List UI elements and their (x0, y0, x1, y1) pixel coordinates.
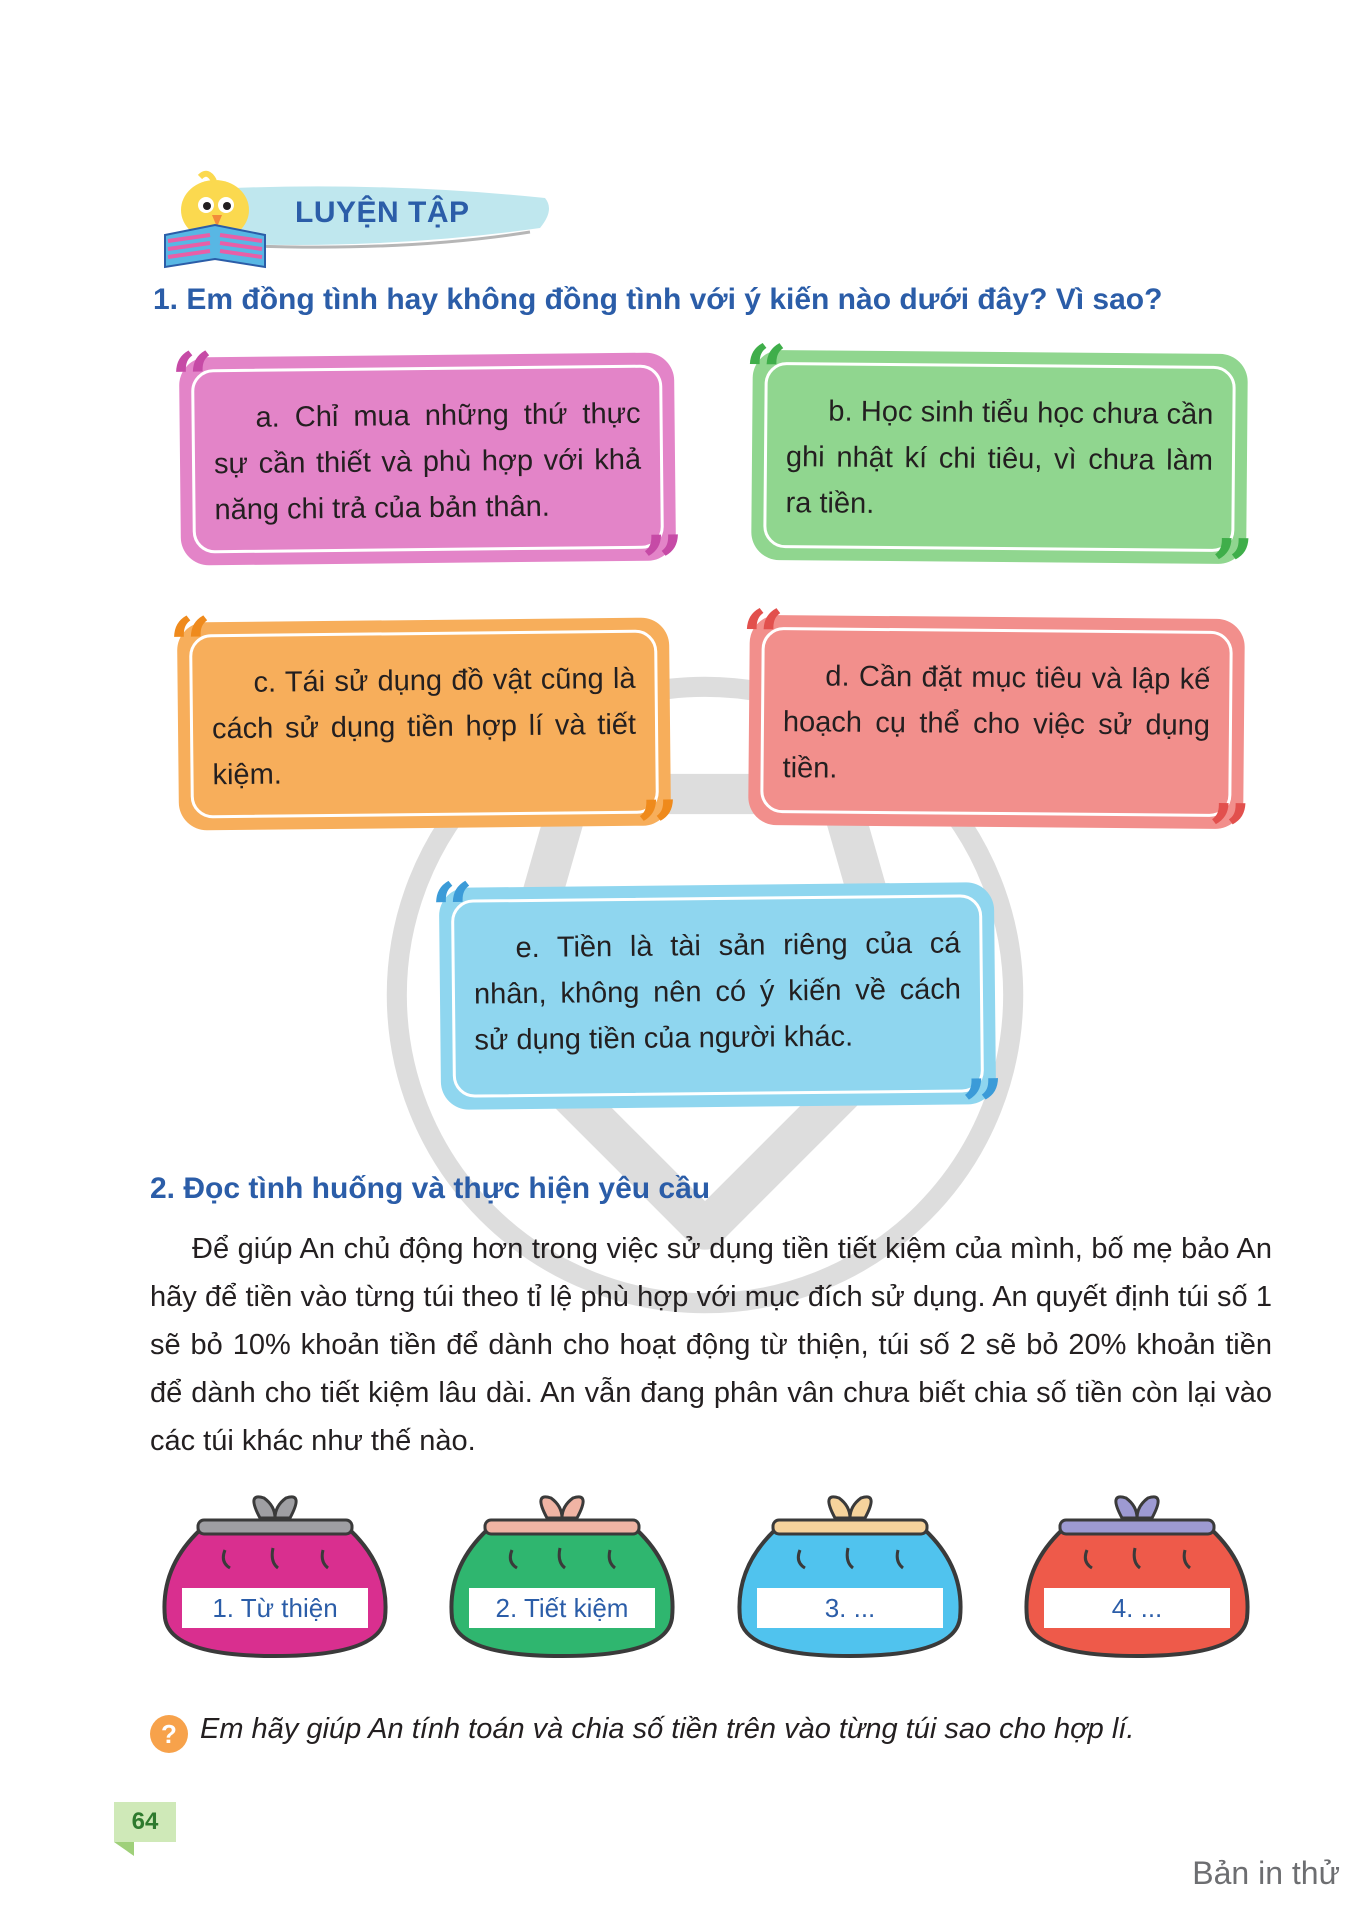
purse (160, 1488, 390, 1663)
page-number-tab (114, 1842, 134, 1856)
opinion-card (430, 867, 1005, 1151)
close-quote-icon: ” (636, 785, 680, 872)
purse (735, 1488, 965, 1663)
purse-icon (1022, 1488, 1252, 1663)
close-quote-icon: ” (641, 520, 685, 607)
opinion-card (741, 594, 1252, 876)
exercise-1-title: 1. Em đồng tình hay không đồng tình với ý kiến nào dưới đây? Vì sao? (153, 283, 1163, 316)
purse (447, 1488, 677, 1663)
open-quote-icon: “ (168, 602, 213, 689)
exercise-2-title: 2. Đọc tình huống và thực hiện yêu cầu (150, 1172, 711, 1205)
purse-icon (735, 1488, 965, 1663)
draft-label: Bản in thử (1192, 1855, 1340, 1891)
section-label: LUYỆN TẬP (295, 196, 470, 229)
purse-label: 4. ... (1044, 1588, 1230, 1628)
opinion-text: a. Chỉ mua những thứ thực sự cần thiết và phù hợp với khả năng chi trả của bản thân. (213, 397, 642, 527)
purse-label: 2. Tiết kiệm (469, 1588, 655, 1628)
purse-icon (160, 1488, 390, 1663)
open-quote-icon: “ (170, 337, 215, 424)
hint-text: Em hãy giúp An tính toán và chia số tiền trên vào từng túi sao cho hợp lí. (200, 1713, 1135, 1745)
purse-label: 3. ... (757, 1588, 943, 1628)
question-mark-icon: ? (150, 1715, 188, 1753)
open-quote-icon: “ (744, 329, 788, 417)
opinion-text: d. Cần đặt mục tiêu và lập kế hoạch cụ thể cho việc sử dụng tiền. (782, 660, 1211, 785)
purse (1022, 1488, 1252, 1663)
open-quote-icon: “ (741, 594, 785, 682)
opinion-card (744, 329, 1255, 611)
opinion-card (168, 602, 680, 872)
opinion-text: b. Học sinh tiểu học chưa cần ghi nhật kí chi tiêu, vì chưa làm ra tiền. (785, 395, 1214, 520)
close-quote-icon: ” (961, 1064, 1005, 1151)
purse-icon (447, 1488, 677, 1663)
situation-paragraph: Để giúp An chủ động hơn trong việc sử dụng tiền tiết kiệm của mình, bố mẹ bảo An hãy để tiền vào từng túi theo tỉ lệ phù hợp với mục đích sử dụng. An quyết định túi số 1 sẽ bỏ 10% khoản tiền để dành cho hoạt động từ thiện, túi số 2 sẽ bỏ 20% khoản tiền để dành cho tiết kiệm lâu dài. An vẫn đang phân vân chưa biết chia số tiền còn lại vào các túi khác như thế nào. (150, 1233, 1272, 1457)
page-number: 64 (114, 1802, 176, 1842)
opinion-card (170, 337, 685, 607)
close-quote-icon: ” (1208, 788, 1252, 876)
open-quote-icon: “ (430, 867, 475, 954)
opinion-text: c. Tái sử dụng đồ vật cũng là cách sử dụng tiền hợp lí và tiết kiệm. (211, 662, 637, 792)
bird-reading-book-icon (160, 155, 275, 275)
close-quote-icon: ” (1211, 523, 1255, 611)
opinion-text: e. Tiền là tài sản riêng của cá nhân, không nên có ý kiến về cách sử dụng tiền của người khác. (473, 927, 962, 1057)
purse-label: 1. Từ thiện (182, 1588, 368, 1628)
